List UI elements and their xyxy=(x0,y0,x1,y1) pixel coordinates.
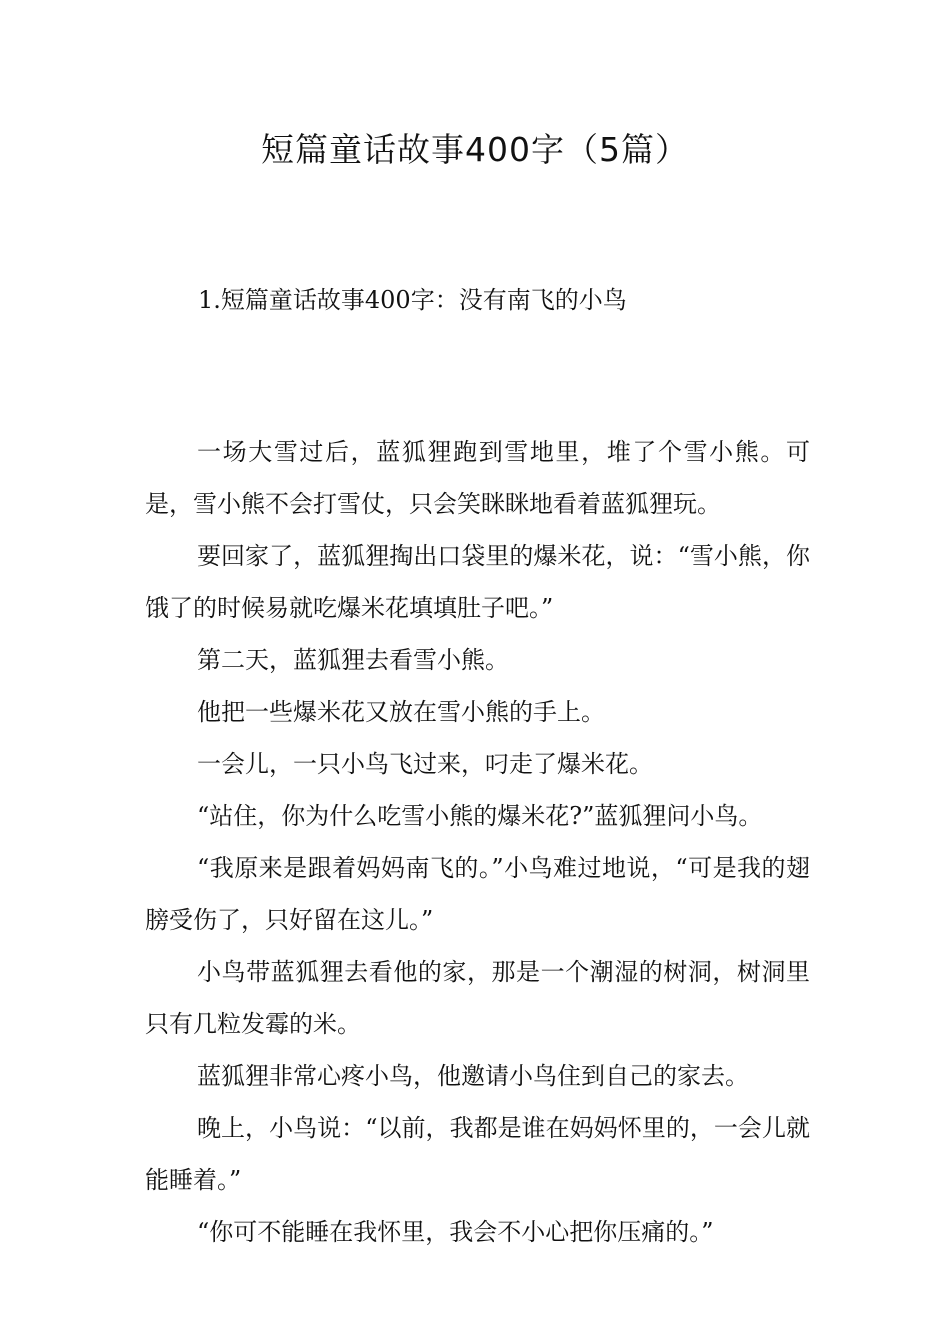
paragraph: “我原来是跟着妈妈南飞的。”小鸟难过地说，“可是我的翅膀受伤了，只好留在这儿。” xyxy=(145,854,810,934)
paragraph: 晚上，小鸟说：“以前，我都是谁在妈妈怀里的，一会儿就能睡着。” xyxy=(145,1114,810,1194)
paragraph: “站住，你为什么吃雪小熊的爆米花?”蓝狐狸问小鸟。 xyxy=(197,802,763,830)
paragraph: 第二天，蓝狐狸去看雪小熊。 xyxy=(197,646,509,674)
paragraph: 一会儿，一只小鸟飞过来，叼走了爆米花。 xyxy=(197,750,653,778)
paragraph: “你可不能睡在我怀里，我会不小心把你压痛的。” xyxy=(197,1218,714,1246)
section-heading: 1.短篇童话故事400字：没有南飞的小鸟 xyxy=(198,286,627,314)
paragraph: 他把一些爆米花又放在雪小熊的手上。 xyxy=(197,698,605,726)
document-title: 短篇童话故事400字（5篇） xyxy=(261,130,689,169)
paragraph: 蓝狐狸非常心疼小鸟，他邀请小鸟住到自己的家去。 xyxy=(197,1062,749,1090)
paragraph: 小鸟带蓝狐狸去看他的家，那是一个潮湿的树洞，树洞里只有几粒发霉的米。 xyxy=(145,958,810,1038)
story-body xyxy=(145,426,810,1258)
paragraph: 一场大雪过后，蓝狐狸跑到雪地里，堆了个雪小熊。可是，雪小熊不会打雪仗，只会笑眯眯地看着蓝狐狸玩。 xyxy=(145,438,810,518)
paragraph: 要回家了，蓝狐狸掏出口袋里的爆米花，说：“雪小熊，你饿了的时候易就吃爆米花填填肚子吧。” xyxy=(145,542,810,622)
